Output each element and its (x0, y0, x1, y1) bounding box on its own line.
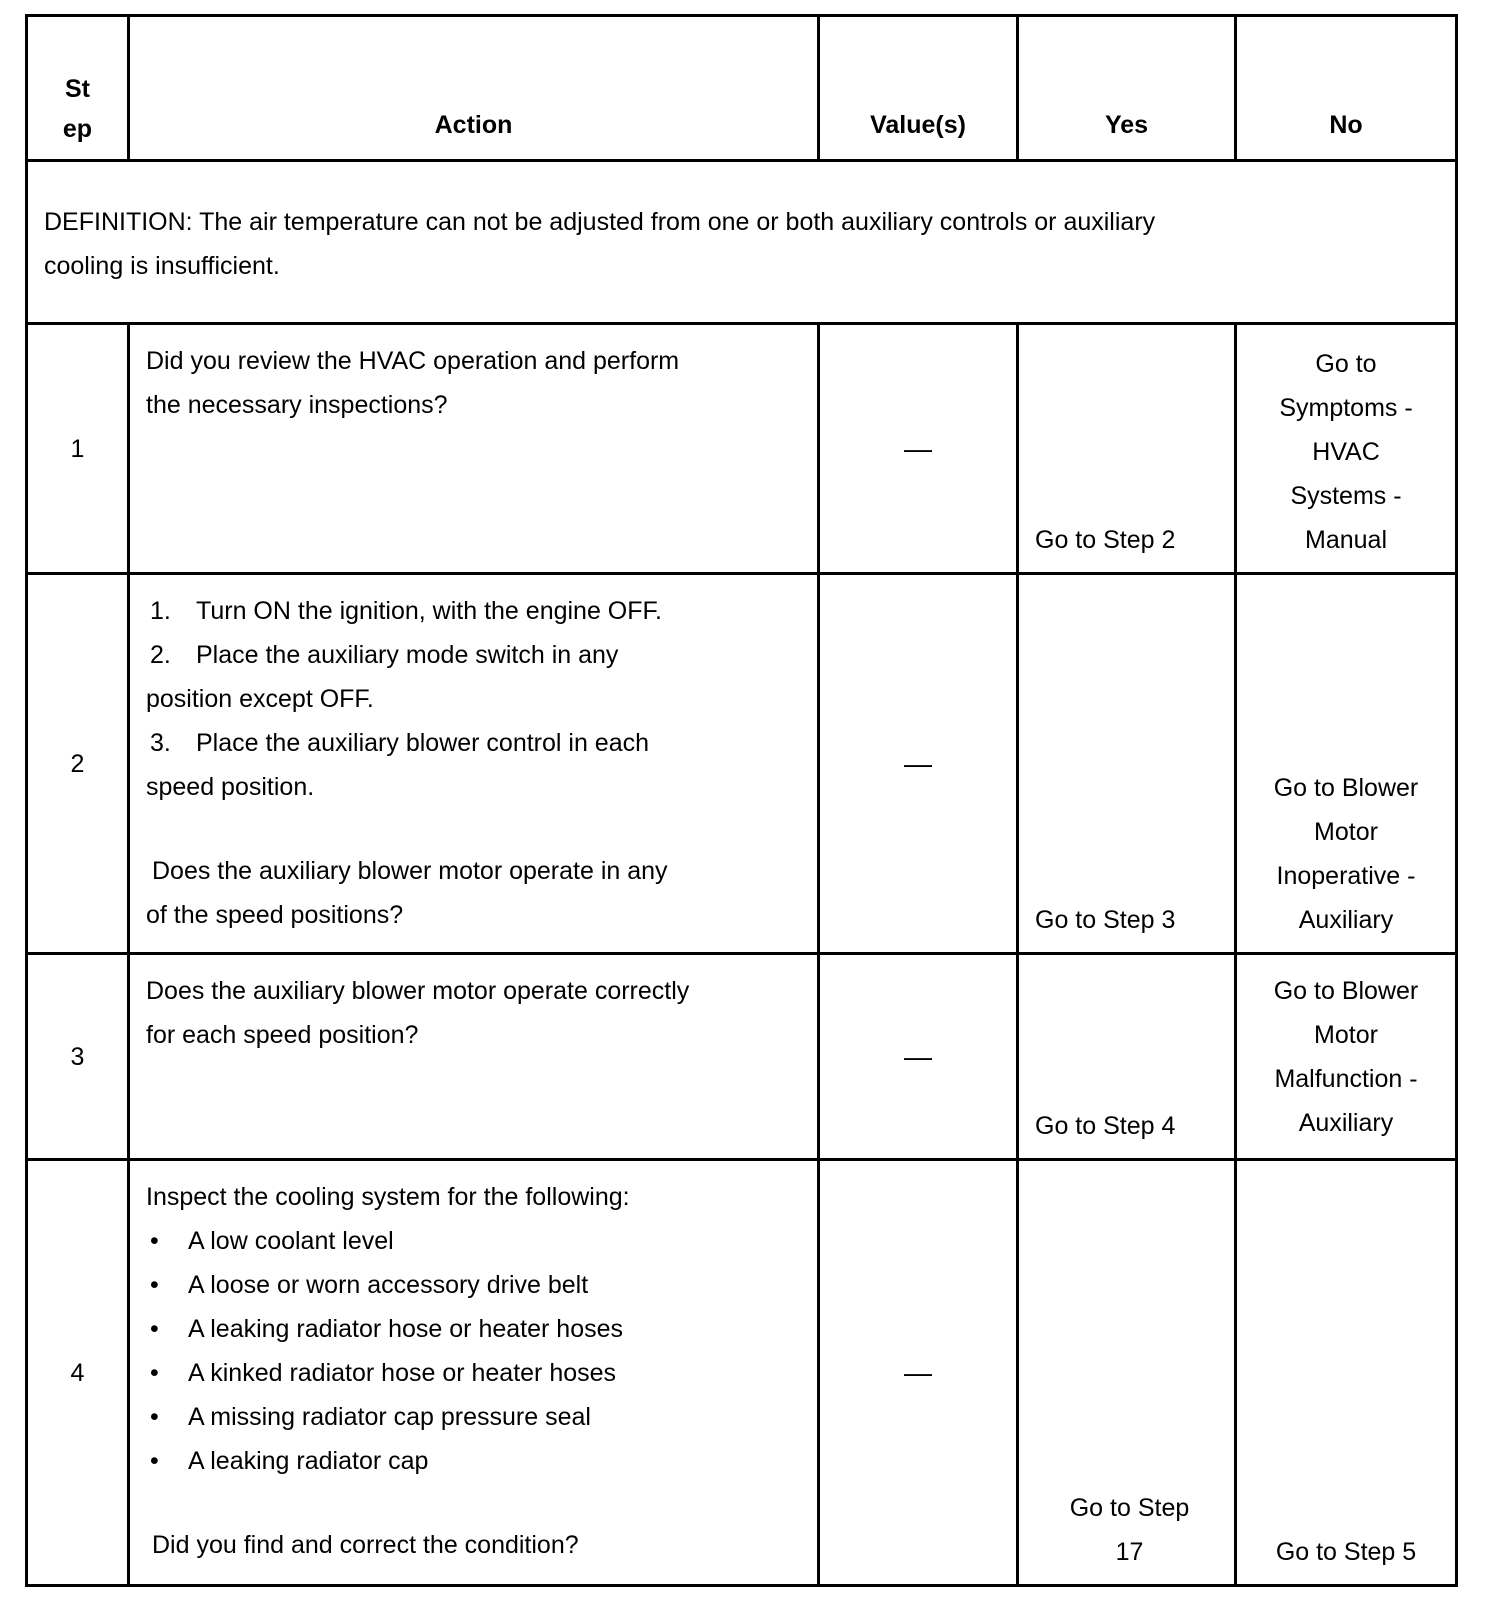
table-row (27, 324, 1457, 574)
item-text: Place the auxiliary mode switch in any (196, 641, 619, 669)
bullet-text: A missing radiator cap pressure seal (188, 1403, 591, 1431)
step-number: 2 (27, 574, 129, 954)
item-text: Turn ON the ignition, with the engine OFF. (196, 597, 662, 625)
yes-cell (1018, 1160, 1236, 1586)
no-text: HVAC (1312, 438, 1380, 466)
numbered-item (146, 633, 801, 677)
bullet-text: A leaking radiator hose or heater hoses (188, 1315, 623, 1343)
no-text: Auxiliary (1298, 1109, 1394, 1137)
bullet-item (146, 1439, 801, 1483)
item-number: 1. (150, 597, 171, 625)
bullet-icon: • (150, 1271, 159, 1299)
bullet-item (146, 1307, 801, 1351)
header-no: No (1236, 16, 1457, 161)
value-cell: — (819, 954, 1018, 1160)
bullet-text: A kinked radiator hose or heater hoses (188, 1359, 617, 1387)
action-cell (129, 954, 819, 1160)
no-text: Symptoms - (1279, 394, 1413, 422)
header-action: Action (129, 16, 819, 161)
no-text: Manual (1305, 526, 1387, 554)
definition-row (27, 161, 1457, 324)
numbered-item (146, 721, 801, 765)
bullet-item (146, 1219, 801, 1263)
bullet-item (146, 1263, 801, 1307)
yes-text: Go to Step (1069, 1494, 1190, 1522)
yes-cell: Go to Step 2 (1018, 324, 1236, 574)
bullet-icon: • (150, 1447, 159, 1475)
action-cell (129, 574, 819, 954)
header-step (27, 16, 129, 161)
bullet-icon: • (150, 1403, 159, 1431)
no-text: Systems - (1290, 482, 1402, 510)
bullet-icon: • (150, 1359, 159, 1387)
value-cell: — (819, 324, 1018, 574)
yes-cell: Go to Step 4 (1018, 954, 1236, 1160)
no-text: Motor (1314, 818, 1378, 846)
step-number: 3 (27, 954, 129, 1160)
header-yes: Yes (1018, 16, 1236, 161)
table-row (27, 954, 1457, 1160)
no-text: Go to Blower (1273, 977, 1419, 1005)
bullet-item (146, 1395, 801, 1439)
value-cell: — (819, 1160, 1018, 1586)
header-step-line2: ep (62, 115, 93, 143)
item-continuation: position except OFF. (146, 685, 374, 713)
action-cell (129, 1160, 819, 1586)
bullet-icon: • (150, 1315, 159, 1343)
no-text: Motor (1314, 1021, 1378, 1049)
action-text: the necessary inspections? (146, 391, 448, 419)
action-intro: Inspect the cooling system for the following: (146, 1183, 630, 1211)
action-cell (129, 324, 819, 574)
no-text: Auxiliary (1298, 906, 1394, 934)
bullet-item (146, 1351, 801, 1395)
no-text: Go to Blower (1273, 774, 1419, 802)
bullet-text: A loose or worn accessory drive belt (188, 1271, 589, 1299)
numbered-item (146, 589, 801, 633)
diagnostic-table (25, 14, 1458, 1587)
action-text: Does the auxiliary blower motor operate correctly (146, 977, 690, 1005)
bullet-text: A leaking radiator cap (188, 1447, 429, 1475)
question-text: Did you find and correct the condition? (152, 1531, 579, 1559)
definition-line-1: DEFINITION: The air temperature can not be adjusted from one or both auxiliary controls or auxiliary (44, 208, 1156, 236)
yes-cell: Go to Step 3 (1018, 574, 1236, 954)
no-cell: Go to Step 5 (1236, 1160, 1457, 1586)
no-cell (1236, 574, 1457, 954)
no-cell (1236, 954, 1457, 1160)
item-number: 2. (150, 641, 171, 669)
action-text: Did you review the HVAC operation and perform (146, 347, 680, 375)
no-text: Inoperative - (1276, 862, 1416, 890)
action-text: for each speed position? (146, 1021, 419, 1049)
no-cell (1236, 324, 1457, 574)
no-text: Go to (1315, 350, 1377, 378)
header-row (27, 16, 1457, 161)
item-continuation: speed position. (146, 773, 315, 801)
item-number: 3. (150, 729, 171, 757)
step-number: 4 (27, 1160, 129, 1586)
item-text: Place the auxiliary blower control in each (196, 729, 650, 757)
yes-text: 17 (1115, 1538, 1144, 1566)
header-step-line1: St (65, 75, 90, 103)
table-row (27, 574, 1457, 954)
bullet-icon: • (150, 1227, 159, 1255)
definition-cell (27, 161, 1457, 324)
question-text: of the speed positions? (146, 901, 404, 929)
header-values: Value(s) (819, 16, 1018, 161)
step-number: 1 (27, 324, 129, 574)
no-text: Malfunction - (1274, 1065, 1418, 1093)
bullet-text: A low coolant level (188, 1227, 394, 1255)
question-text: Does the auxiliary blower motor operate in any (152, 857, 668, 885)
table-row (27, 1160, 1457, 1586)
value-cell: — (819, 574, 1018, 954)
definition-line-2: cooling is insufficient. (44, 252, 280, 280)
